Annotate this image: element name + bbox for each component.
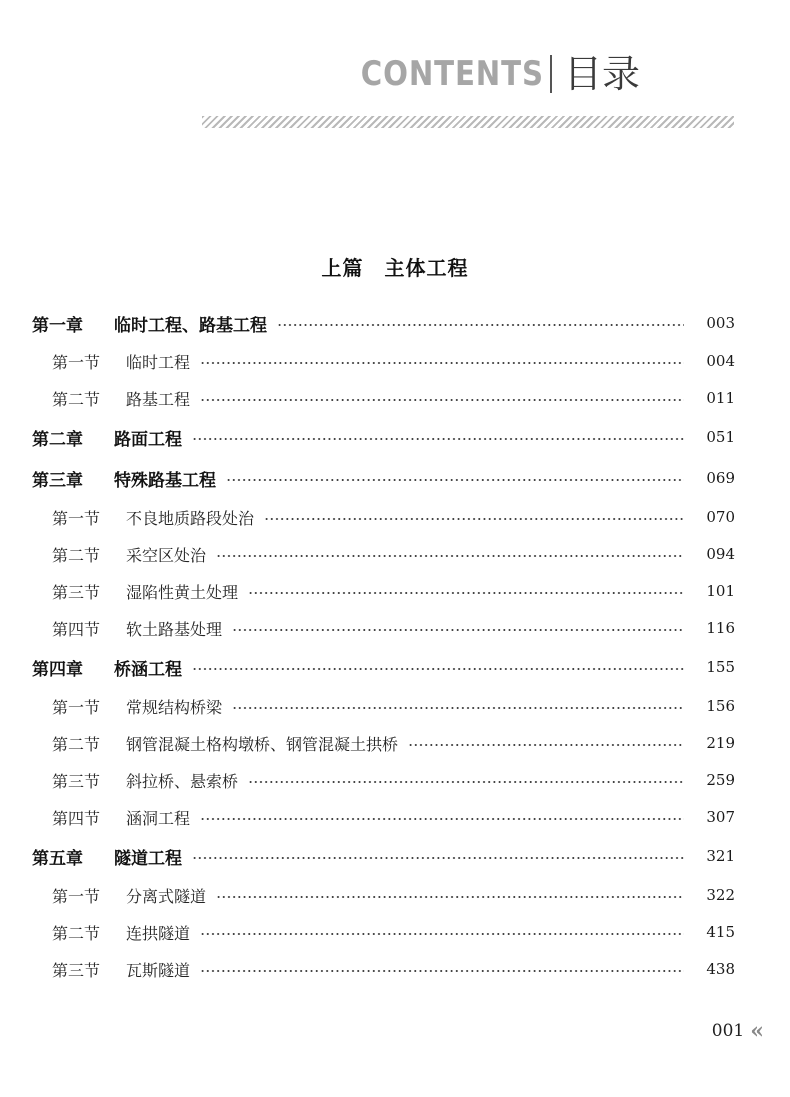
dot-leader <box>264 518 684 520</box>
page-number: 004 <box>706 352 735 370</box>
section-title: 临时工程 <box>126 352 191 372</box>
dot-leader <box>216 555 684 557</box>
dot-leader <box>248 781 684 783</box>
section-number: 第二节 <box>52 734 101 754</box>
toc-section-row[interactable] <box>0 918 790 946</box>
dot-leader <box>200 818 684 820</box>
chapter-number: 第二章 <box>32 429 83 450</box>
section-title: 路基工程 <box>126 389 191 409</box>
footer-page-number: 001 <box>711 1021 745 1041</box>
page-number: 051 <box>706 428 735 446</box>
section-number: 第一节 <box>52 886 101 906</box>
page-number: 069 <box>706 469 735 487</box>
part-title: 上篇 主体工程 <box>321 256 469 280</box>
page-number: 321 <box>706 847 735 865</box>
toc-section-row[interactable] <box>0 540 790 568</box>
dot-leader <box>248 592 684 594</box>
contents-heading-chinese: 目录 <box>563 52 640 96</box>
toc-section-row[interactable] <box>0 577 790 605</box>
toc-chapter-row[interactable] <box>0 423 790 451</box>
chapter-number: 第一章 <box>32 315 83 336</box>
section-number: 第二节 <box>52 389 101 409</box>
dot-leader <box>200 970 684 972</box>
chapter-title: 特殊路基工程 <box>114 470 216 491</box>
toc-section-row[interactable] <box>0 766 790 794</box>
section-number: 第三节 <box>52 960 101 980</box>
section-title: 分离式隧道 <box>126 886 207 906</box>
dot-leader <box>200 399 684 401</box>
chapter-title: 路面工程 <box>114 429 182 450</box>
dot-leader <box>192 438 684 440</box>
chapter-title: 隧道工程 <box>114 848 182 869</box>
toc-chapter-row[interactable] <box>0 842 790 870</box>
dot-leader <box>277 324 684 326</box>
section-number: 第四节 <box>52 619 101 639</box>
dot-leader <box>200 933 684 935</box>
dot-leader <box>192 668 684 670</box>
toc-section-row[interactable] <box>0 614 790 642</box>
toc-section-row[interactable] <box>0 803 790 831</box>
page-number: 438 <box>706 960 735 978</box>
chapter-number: 第三章 <box>32 470 83 491</box>
section-title: 常规结构桥梁 <box>126 697 223 717</box>
dot-leader <box>216 896 684 898</box>
toc-chapter-row[interactable] <box>0 309 790 337</box>
page-number: 101 <box>706 582 735 600</box>
chapter-number: 第四章 <box>32 659 83 680</box>
toc-section-row[interactable] <box>0 503 790 531</box>
section-title: 湿陷性黄土处理 <box>126 582 239 602</box>
dot-leader <box>232 707 684 709</box>
dot-leader <box>232 629 684 631</box>
toc-section-row[interactable] <box>0 955 790 983</box>
page-number: 094 <box>706 545 735 563</box>
chapter-title: 临时工程、路基工程 <box>114 315 267 336</box>
page-number: 322 <box>706 886 735 904</box>
toc-chapter-row[interactable] <box>0 464 790 492</box>
dot-leader <box>200 362 684 364</box>
section-number: 第三节 <box>52 771 101 791</box>
page-number: 259 <box>706 771 735 789</box>
section-number: 第二节 <box>52 545 101 565</box>
section-title: 斜拉桥、悬索桥 <box>126 771 239 791</box>
section-title: 不良地质路段处治 <box>126 508 255 528</box>
section-number: 第一节 <box>52 352 101 372</box>
chapter-title: 桥涵工程 <box>114 659 182 680</box>
page-number: 070 <box>706 508 735 526</box>
page-number: 155 <box>706 658 735 676</box>
section-title: 软土路基处理 <box>126 619 223 639</box>
section-number: 第二节 <box>52 923 101 943</box>
section-number: 第三节 <box>52 582 101 602</box>
page-footer <box>712 1020 764 1042</box>
toc-section-row[interactable] <box>0 692 790 720</box>
toc-section-row[interactable] <box>0 384 790 412</box>
section-title: 采空区处治 <box>126 545 207 565</box>
toc-section-row[interactable] <box>0 729 790 757</box>
dot-leader <box>192 857 684 859</box>
dot-leader <box>226 479 684 481</box>
page-number: 011 <box>706 389 735 407</box>
page-number: 116 <box>706 619 735 637</box>
double-chevron-left-icon: « <box>750 1018 764 1044</box>
section-number: 第四节 <box>52 808 101 828</box>
toc-section-row[interactable] <box>0 347 790 375</box>
section-title: 瓦斯隧道 <box>126 960 191 980</box>
chapter-number: 第五章 <box>32 848 83 869</box>
section-number: 第一节 <box>52 508 101 528</box>
contents-heading-latin: CONTENTS <box>360 54 544 94</box>
page-number: 307 <box>706 808 735 826</box>
toc-chapter-row[interactable] <box>0 653 790 681</box>
page-number: 156 <box>706 697 735 715</box>
page-number: 219 <box>706 734 735 752</box>
toc-section-row[interactable] <box>0 881 790 909</box>
section-number: 第一节 <box>52 697 101 717</box>
dot-leader <box>408 744 684 746</box>
section-title: 涵洞工程 <box>126 808 191 828</box>
page-number: 003 <box>706 314 735 332</box>
page-number: 415 <box>706 923 735 941</box>
section-title: 连拱隧道 <box>126 923 191 943</box>
section-title: 钢管混凝土格构墩桥、钢管混凝土拱桥 <box>126 734 399 754</box>
